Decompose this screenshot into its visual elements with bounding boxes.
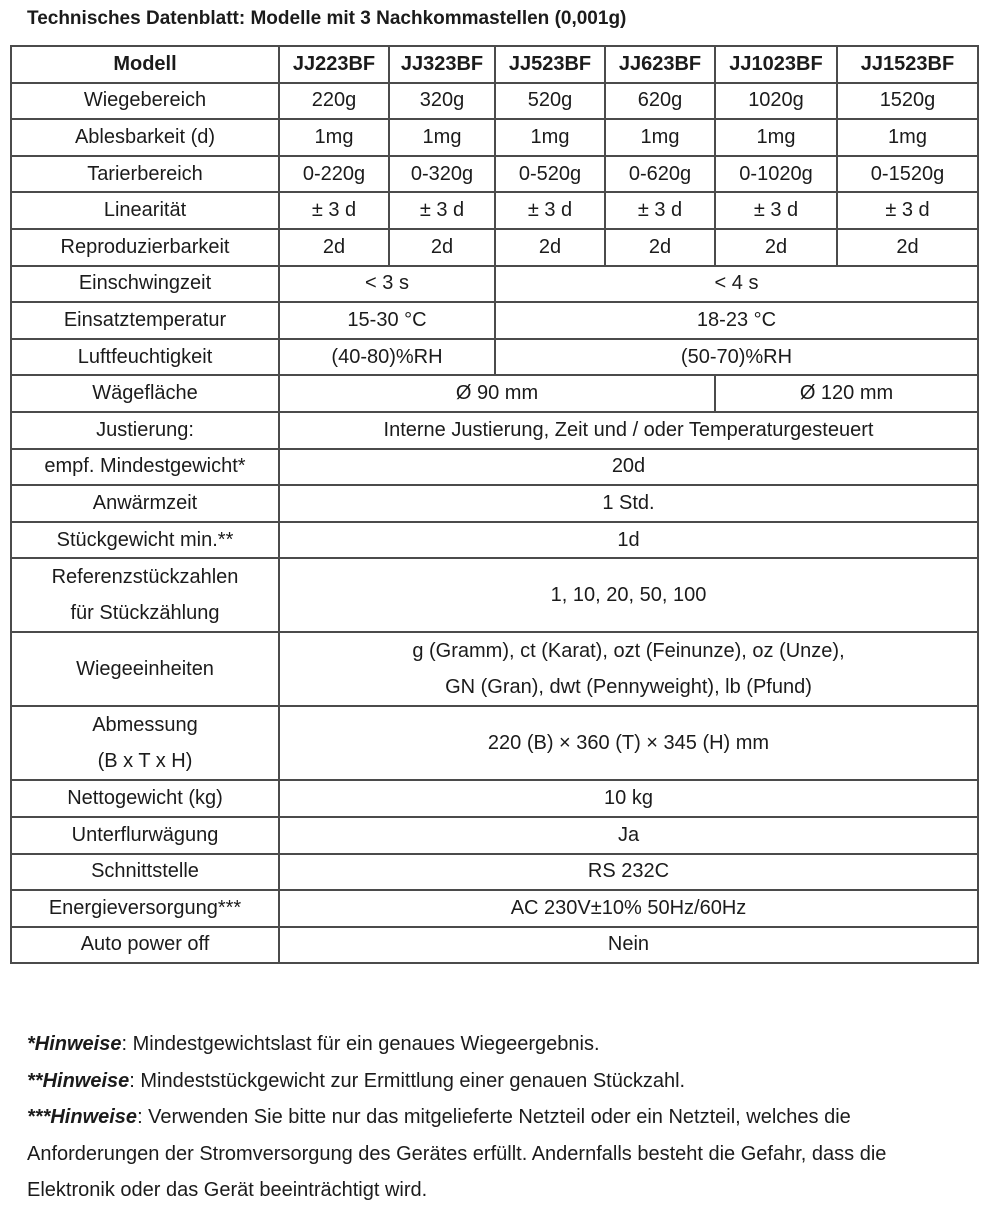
table-row — [11, 706, 978, 780]
cell-value: (50-70)%RH — [495, 339, 978, 376]
note-prefix: ***Hinweise — [27, 1106, 138, 1129]
row-label: Stückgewicht min.** — [11, 522, 279, 559]
cell-line: GN (Gran), dwt (Pennyweight), lb (Pfund) — [445, 676, 812, 699]
row-label: Einschwingzeit — [11, 266, 279, 303]
note-text: : Verwenden Sie bitte nur das mitgelieferte Netzteil oder ein Netzteil, welches die Anforderungen der Stromversorgung des Gerätes erfüllt. Andernfalls besteht die Gefahr, dass die Elektronik oder das Gerät beeinträchtigt wird. — [27, 1106, 887, 1202]
cell-value: ± 3 d — [495, 192, 605, 229]
model-name-header: JJ223BF — [279, 46, 389, 83]
cell-value: 1mg — [389, 119, 495, 156]
table-row — [11, 485, 978, 522]
cell-value: 2d — [837, 229, 978, 266]
cell-value: 1 Std. — [279, 485, 978, 522]
cell-value: 20d — [279, 449, 978, 486]
cell-value: Interne Justierung, Zeit und / oder Temperaturgesteuert — [279, 412, 978, 449]
cell-value: ± 3 d — [389, 192, 495, 229]
cell-line: g (Gramm), ct (Karat), ozt (Feinunze), oz (Unze), — [412, 640, 845, 663]
table-row — [11, 302, 978, 339]
table-row — [11, 412, 978, 449]
cell-value: 320g — [389, 83, 495, 120]
table-row — [11, 83, 978, 120]
cell-line: (B x T x H) — [97, 750, 193, 773]
model-name-header: JJ523BF — [495, 46, 605, 83]
cell-value: 1mg — [279, 119, 389, 156]
cell-value: 10 kg — [279, 780, 978, 817]
cell-value: 2d — [605, 229, 715, 266]
row-label: Tarierbereich — [11, 156, 279, 193]
cell-value: ± 3 d — [279, 192, 389, 229]
cell-value: 2d — [389, 229, 495, 266]
cell-value: 1mg — [605, 119, 715, 156]
table-row — [11, 522, 978, 559]
cell-value: 0-320g — [389, 156, 495, 193]
row-label — [11, 558, 279, 632]
cell-value — [279, 632, 978, 706]
note — [27, 1026, 959, 1063]
row-label: Energieversorgung*** — [11, 890, 279, 927]
row-label: empf. Mindestgewicht* — [11, 449, 279, 486]
table-row — [11, 558, 978, 632]
header-row — [11, 46, 978, 83]
cell-value: 620g — [605, 83, 715, 120]
cell-value: ± 3 d — [605, 192, 715, 229]
cell-value: Ø 90 mm — [279, 375, 715, 412]
model-name-header: JJ1523BF — [837, 46, 978, 83]
table-row — [11, 449, 978, 486]
table-row — [11, 632, 978, 706]
cell-value: 0-1020g — [715, 156, 837, 193]
table-row — [11, 927, 978, 964]
cell-value: ± 3 d — [715, 192, 837, 229]
cell-value: Ja — [279, 817, 978, 854]
spec-table — [10, 45, 979, 964]
row-label: Auto power off — [11, 927, 279, 964]
table-row — [11, 817, 978, 854]
cell-value: 1mg — [837, 119, 978, 156]
cell-value: 1020g — [715, 83, 837, 120]
cell-value: 2d — [279, 229, 389, 266]
cell-value: 220 (B) × 360 (T) × 345 (H) mm — [279, 706, 978, 780]
cell-line: für Stückzählung — [70, 602, 220, 625]
table-row — [11, 780, 978, 817]
cell-value: ± 3 d — [837, 192, 978, 229]
model-name-header: JJ1023BF — [715, 46, 837, 83]
cell-value: 2d — [495, 229, 605, 266]
cell-value: 1, 10, 20, 50, 100 — [279, 558, 978, 632]
cell-line: Referenzstückzahlen — [51, 566, 239, 589]
table-row — [11, 890, 978, 927]
model-column-header: Modell — [11, 46, 279, 83]
cell-value: 0-620g — [605, 156, 715, 193]
row-label: Schnittstelle — [11, 854, 279, 891]
table-row — [11, 119, 978, 156]
page-title: Technisches Datenblatt: Modelle mit 3 Nachkommastellen (0,001g) — [27, 8, 627, 29]
row-label: Wiegebereich — [11, 83, 279, 120]
cell-value: 15-30 °C — [279, 302, 495, 339]
table-row — [11, 156, 978, 193]
row-label: Einsatztemperatur — [11, 302, 279, 339]
note — [27, 1063, 959, 1100]
note — [27, 1099, 959, 1209]
cell-value: 2d — [715, 229, 837, 266]
table-row — [11, 375, 978, 412]
row-label: Wägefläche — [11, 375, 279, 412]
row-label: Ablesbarkeit (d) — [11, 119, 279, 156]
row-label: Linearität — [11, 192, 279, 229]
table-row — [11, 266, 978, 303]
cell-value: 1mg — [715, 119, 837, 156]
cell-value: Ø 120 mm — [715, 375, 978, 412]
cell-value: 520g — [495, 83, 605, 120]
row-label: Justierung: — [11, 412, 279, 449]
cell-value: 18-23 °C — [495, 302, 978, 339]
cell-value: 0-1520g — [837, 156, 978, 193]
table-row — [11, 192, 978, 229]
row-label: Luftfeuchtigkeit — [11, 339, 279, 376]
cell-value: AC 230V±10% 50Hz/60Hz — [279, 890, 978, 927]
cell-value: RS 232C — [279, 854, 978, 891]
cell-value: < 3 s — [279, 266, 495, 303]
note-prefix: *Hinweise — [27, 1033, 122, 1055]
note-text: : Mindestgewichtslast für ein genaues Wiegeergebnis. — [121, 1033, 600, 1055]
note-prefix: **Hinweise — [27, 1069, 130, 1092]
row-label: Wiegeeinheiten — [11, 632, 279, 706]
table-row — [11, 339, 978, 376]
note-text: : Mindeststückgewicht zur Ermittlung einer genauen Stückzahl. — [129, 1069, 686, 1092]
cell-value: 0-220g — [279, 156, 389, 193]
notes-section — [27, 1026, 959, 1209]
cell-value: Nein — [279, 927, 978, 964]
row-label: Anwärmzeit — [11, 485, 279, 522]
table-row — [11, 854, 978, 891]
cell-value: < 4 s — [495, 266, 978, 303]
cell-value: 1d — [279, 522, 978, 559]
row-label — [11, 706, 279, 780]
model-name-header: JJ623BF — [605, 46, 715, 83]
row-label: Reproduzierbarkeit — [11, 229, 279, 266]
cell-value: 220g — [279, 83, 389, 120]
model-name-header: JJ323BF — [389, 46, 495, 83]
row-label: Nettogewicht (kg) — [11, 780, 279, 817]
cell-value: 1mg — [495, 119, 605, 156]
cell-value: (40-80)%RH — [279, 339, 495, 376]
cell-value: 1520g — [837, 83, 978, 120]
cell-line: Abmessung — [92, 714, 198, 737]
cell-value: 0-520g — [495, 156, 605, 193]
row-label: Unterflurwägung — [11, 817, 279, 854]
table-row — [11, 229, 978, 266]
